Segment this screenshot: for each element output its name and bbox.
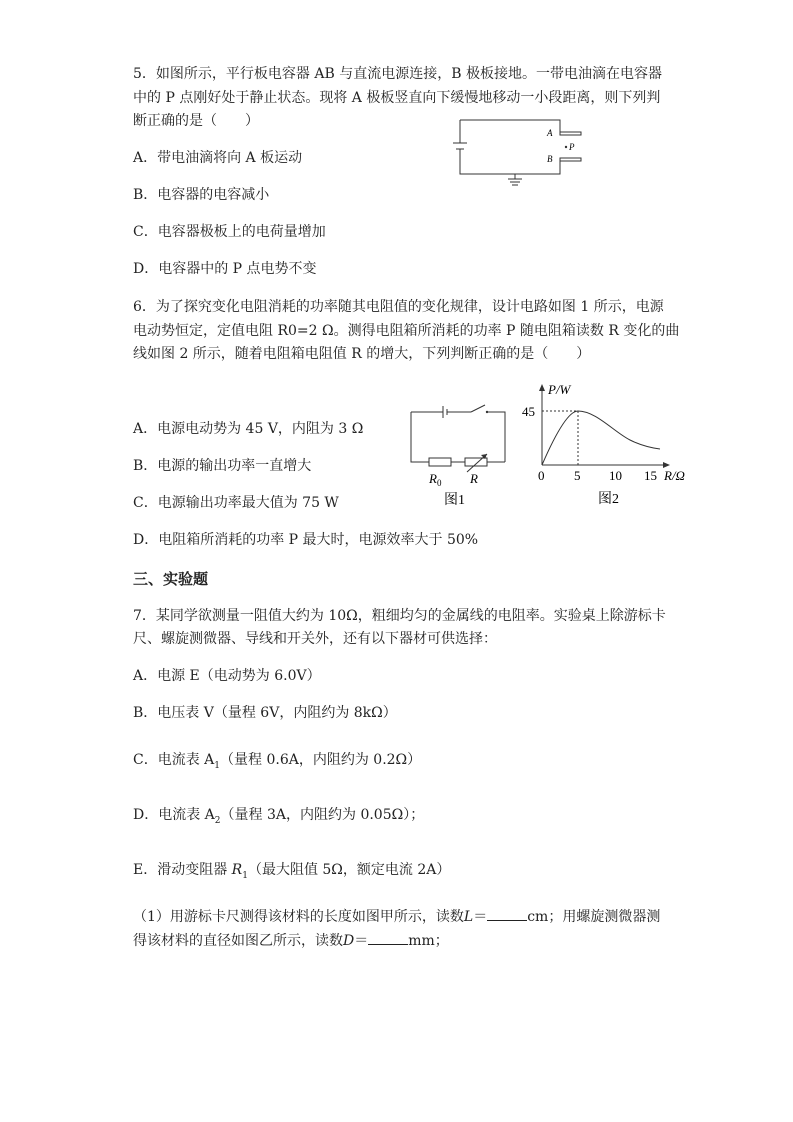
q6-option-d: D．电阻箱所消耗的功率 P 最大时，电源效率大于 50% — [133, 532, 479, 548]
q7-option-a: A．电源 E（电动势为 6.0V） — [133, 668, 321, 684]
q7-option-e: E．滑动变阻器 $R_1$（最大阻值 5Ω，额定电流 2A） — [133, 862, 451, 881]
q6-stem-line-2: 电动势恒定，定值电阻 R0=2 Ω。测得电阻箱所消耗的功率 P 随电阻箱读数 R 变化的曲 — [133, 323, 680, 339]
q7-stem-line-1: 7．某同学欲测量一阻值大约为 10Ω，粗细均匀的金属线的电阻率。实验桌上除游标卡 — [133, 608, 666, 624]
q5-stem-line-2: 中的 P 点刚好处于静止状态。现将 A 极板竖直向下缓慢地移动一小段距离，则下列判 — [133, 90, 661, 106]
q6-option-b: B．电源的输出功率一直增大 — [133, 458, 312, 474]
q6-fig2-graph — [518, 380, 698, 510]
q5-option-a: A．带电油滴将向 A 板运动 — [133, 150, 303, 166]
q6-option-a: A．电源电动势为 45 V，内阻为 3 Ω — [133, 421, 364, 437]
diameter-answer-blank[interactable] — [368, 930, 408, 945]
fig2-xlabel: R/Ω — [664, 468, 685, 483]
length-answer-blank[interactable] — [487, 906, 527, 921]
q5-option-d: D．电容器中的 P 点电势不变 — [133, 261, 317, 277]
q7-option-d: D．电流表 $A_2$（量程 3A，内阻约为 0.05Ω）； — [133, 807, 425, 826]
label-plate-a: A — [547, 128, 553, 138]
q7-option-c: C．电流表 $A_1$（量程 0.6A，内阻约为 0.2Ω） — [133, 752, 422, 771]
q7-stem-line-2: 尺、螺旋测微器、导线和开关外，还有以下器材可供选择： — [133, 631, 497, 647]
label-plate-b: B — [547, 154, 553, 164]
q7-option-b: B．电压表 V（量程 6V，内阻约为 8kΩ） — [133, 705, 397, 721]
q5-option-b: B．电容器的电容减小 — [133, 187, 270, 203]
q6-fig1-circuit — [405, 398, 515, 508]
q5-stem-line-3: 断正确的是（ ） — [133, 113, 259, 129]
section-title: 三、实验题 — [133, 570, 209, 588]
q6-stem-line-3: 线如图 2 所示，随着电阻箱电阻值 R 的增大，下列判断正确的是（ ） — [133, 346, 591, 362]
label-r: R — [470, 471, 478, 486]
fig2-ylabel: P/W — [548, 382, 571, 397]
q5-capacitor-circuit-figure — [445, 112, 595, 192]
fig2-x-tick-15: 15 — [644, 468, 657, 483]
fig2-caption: 图2 — [598, 492, 619, 507]
fig2-x-tick-10: 10 — [609, 468, 622, 483]
label-r0: $R_0$ — [429, 471, 442, 488]
q7-sub1-line-2: 得该材料的直径如图乙所示，读数D＝ mm； — [133, 930, 449, 951]
q5-option-c: C．电容器极板上的电荷量增加 — [133, 224, 326, 240]
q6-stem-line-1: 6．为了探究变化电阻消耗的功率随其电阻值的变化规律，设计电路如图 1 所示，电源 — [133, 299, 664, 315]
q5-stem-line-1: 5．如图所示，平行板电容器 AB 与直流电源连接，B 极板接地。一带电油滴在电容器 — [133, 66, 662, 82]
fig2-x-tick-0: 0 — [538, 468, 545, 483]
fig2-y-tick-45: 45 — [522, 404, 535, 419]
q6-option-c: C．电源输出功率最大值为 75 W — [133, 495, 339, 511]
fig1-caption: 图1 — [444, 493, 465, 508]
fig2-x-tick-5: 5 — [574, 468, 581, 483]
q7-sub1-line-1: （1）用游标卡尺测得该材料的长度如图甲所示，读数L＝ cm；用螺旋测微器测 — [133, 906, 660, 927]
label-point-p: P — [569, 142, 575, 152]
